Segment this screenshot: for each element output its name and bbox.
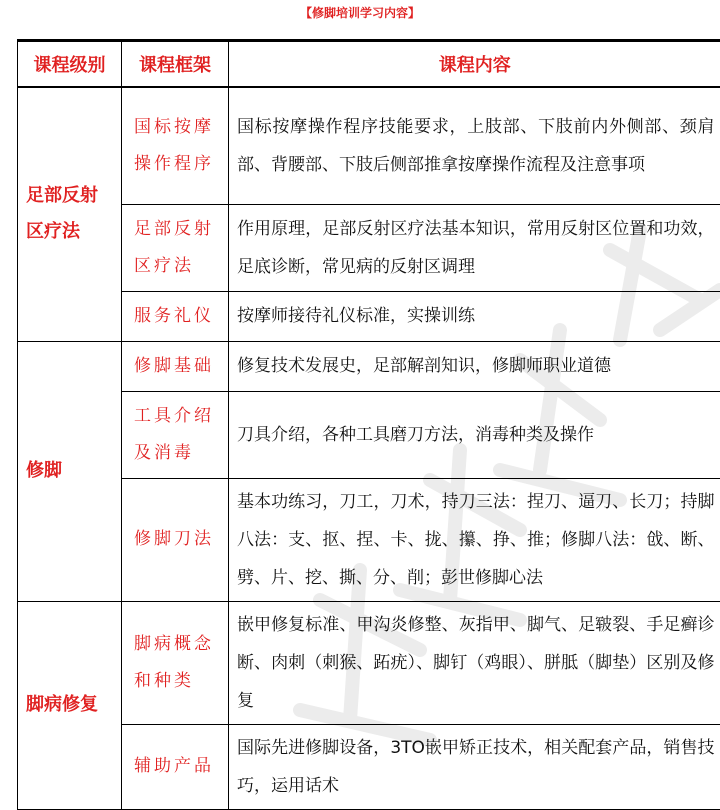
content-cell: 作用原理，足部反射区疗法基本知识，常用反射区位置和功效，足底诊断，常见病的反射区调理 (229, 204, 720, 291)
frame-cell: 工具介绍及消毒 (122, 391, 229, 478)
level-cell: 足部反射区疗法 (18, 87, 122, 341)
table-row (18, 341, 720, 391)
content-cell: 国际先进修脚设备，3TO嵌甲矫正技术，相关配套产品，销售技巧，运用话术 (229, 724, 720, 809)
level-cell: 修脚 (18, 341, 122, 601)
table-header-row (18, 41, 720, 88)
header-frame: 课程框架 (122, 41, 229, 88)
table-row (18, 204, 720, 291)
table-row (18, 291, 720, 341)
header-level: 课程级别 (18, 41, 122, 88)
table-row (18, 391, 720, 478)
course-table (17, 39, 720, 810)
content-cell: 国标按摩操作程序技能要求，上肢部、下肢前内外侧部、颈肩部、背腰部、下肢后侧部推拿按摩操作流程及注意事项 (229, 87, 720, 204)
document-caption: 【修脚培训学习内容】 (0, 4, 720, 21)
header-content: 课程内容 (229, 41, 720, 88)
frame-cell: 脚病概念和种类 (122, 601, 229, 724)
table-row (18, 724, 720, 809)
content-cell: 刀具介绍，各种工具磨刀方法，消毒种类及操作 (229, 391, 720, 478)
content-cell: 按摩师接待礼仪标准，实操训练 (229, 291, 720, 341)
frame-cell: 足部反射区疗法 (122, 204, 229, 291)
content-cell: 嵌甲修复标准、甲沟炎修整、灰指甲、脚气、足皲裂、手足癣诊断、肉刺（刺猴、跖疣）、脚钉（鸡眼）、胼胝（脚垫）区别及修复 (229, 601, 720, 724)
frame-cell: 修脚基础 (122, 341, 229, 391)
table-row (18, 601, 720, 724)
frame-cell: 国标按摩操作程序 (122, 87, 229, 204)
frame-cell: 辅助产品 (122, 724, 229, 809)
frame-cell: 修脚刀法 (122, 478, 229, 601)
content-cell: 修复技术发展史，足部解剖知识，修脚师职业道德 (229, 341, 720, 391)
table-row (18, 478, 720, 601)
frame-cell: 服务礼仪 (122, 291, 229, 341)
level-cell: 脚病修复 (18, 601, 122, 809)
table-row (18, 87, 720, 204)
content-cell: 基本功练习，刀工，刀术，持刀三法：捏刀、逼刀、长刀；持脚八法：支、抠、捏、卡、拢、攥、挣、推；修脚八法：戗、断、劈、片、挖、撕、分、削；彭世修脚心法 (229, 478, 720, 601)
